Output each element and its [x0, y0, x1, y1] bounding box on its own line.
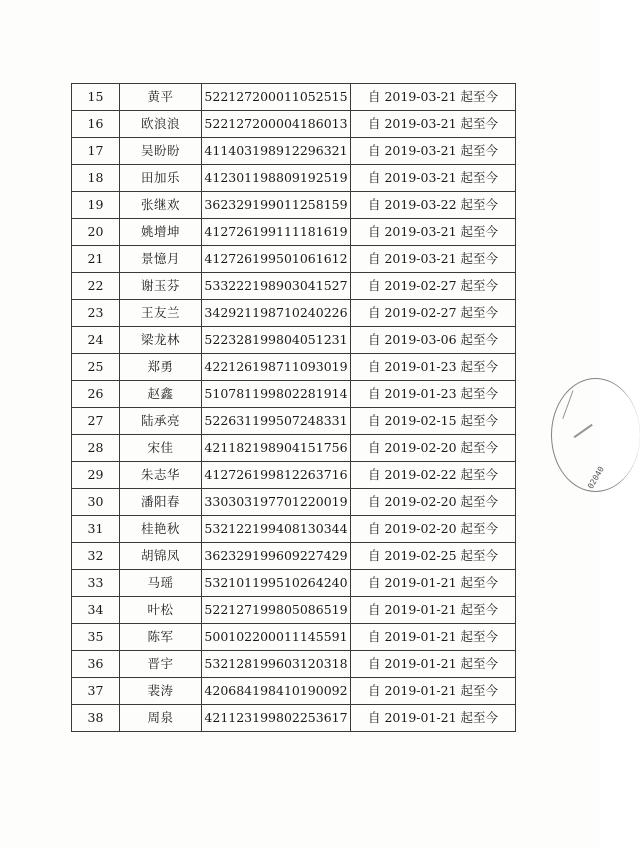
name-cell: 周泉: [120, 705, 202, 732]
row-number-cell: 30: [72, 489, 120, 516]
name-cell: 马瑶: [120, 570, 202, 597]
employment-period-cell: 自 2019-02-20 起至今: [351, 516, 516, 543]
row-number-cell: 27: [72, 408, 120, 435]
id-number-cell: 522631199507248331: [202, 408, 351, 435]
name-cell: 欧浪浪: [120, 111, 202, 138]
employment-period-cell: 自 2019-01-21 起至今: [351, 678, 516, 705]
row-number-cell: 19: [72, 192, 120, 219]
id-number-cell: 522127200011052515: [202, 84, 351, 111]
row-number-cell: 17: [72, 138, 120, 165]
table-row: [72, 354, 516, 381]
id-number-cell: 532101199510264240: [202, 570, 351, 597]
table-row: [72, 381, 516, 408]
employment-period-cell: 自 2019-02-22 起至今: [351, 462, 516, 489]
row-number-cell: 34: [72, 597, 120, 624]
table-row: [72, 489, 516, 516]
table-row: [72, 246, 516, 273]
name-cell: 吴盼盼: [120, 138, 202, 165]
id-number-cell: 421182198904151756: [202, 435, 351, 462]
name-cell: 景憶月: [120, 246, 202, 273]
row-number-cell: 22: [72, 273, 120, 300]
employment-period-cell: 自 2019-03-21 起至今: [351, 138, 516, 165]
table-row: [72, 138, 516, 165]
id-number-cell: 522127199805086519: [202, 597, 351, 624]
employment-period-cell: 自 2019-02-25 起至今: [351, 543, 516, 570]
employment-period-cell: 自 2019-03-06 起至今: [351, 327, 516, 354]
table-row: [72, 678, 516, 705]
table-row: [72, 84, 516, 111]
employment-period-cell: 自 2019-02-27 起至今: [351, 300, 516, 327]
row-number-cell: 36: [72, 651, 120, 678]
row-number-cell: 37: [72, 678, 120, 705]
employment-period-cell: 自 2019-01-21 起至今: [351, 597, 516, 624]
name-cell: 桂艳秋: [120, 516, 202, 543]
table-row: [72, 624, 516, 651]
id-number-cell: 362329199609227429: [202, 543, 351, 570]
row-number-cell: 23: [72, 300, 120, 327]
id-number-cell: 420684198410190092: [202, 678, 351, 705]
id-number-cell: 500102200011145591: [202, 624, 351, 651]
id-number-cell: 421123199802253617: [202, 705, 351, 732]
table-row: [72, 462, 516, 489]
name-cell: 宋佳: [120, 435, 202, 462]
name-cell: 裴涛: [120, 678, 202, 705]
row-number-cell: 28: [72, 435, 120, 462]
employment-period-cell: 自 2019-03-21 起至今: [351, 84, 516, 111]
id-number-cell: 412726199111181619: [202, 219, 351, 246]
employment-period-cell: 自 2019-03-21 起至今: [351, 111, 516, 138]
row-number-cell: 38: [72, 705, 120, 732]
name-cell: 叶松: [120, 597, 202, 624]
employment-period-cell: 自 2019-03-21 起至今: [351, 219, 516, 246]
name-cell: 田加乐: [120, 165, 202, 192]
id-number-cell: 422126198711093019: [202, 354, 351, 381]
name-cell: 潘阳春: [120, 489, 202, 516]
id-number-cell: 412726199812263716: [202, 462, 351, 489]
name-cell: 陆承亮: [120, 408, 202, 435]
table-row: [72, 273, 516, 300]
row-number-cell: 21: [72, 246, 120, 273]
table-row: [72, 435, 516, 462]
table-row: [72, 111, 516, 138]
table-row: [72, 543, 516, 570]
name-cell: 晋宇: [120, 651, 202, 678]
seal-digits: 02040: [585, 465, 606, 491]
employment-period-cell: 自 2019-02-20 起至今: [351, 435, 516, 462]
name-cell: 梁龙林: [120, 327, 202, 354]
id-number-cell: 342921198710240226: [202, 300, 351, 327]
personnel-table-body: [72, 84, 516, 732]
table-row: [72, 705, 516, 732]
id-number-cell: 510781199802281914: [202, 381, 351, 408]
name-cell: 陈军: [120, 624, 202, 651]
table-row: [72, 192, 516, 219]
table-row: [72, 327, 516, 354]
id-number-cell: 411403198912296321: [202, 138, 351, 165]
row-number-cell: 20: [72, 219, 120, 246]
id-number-cell: 330303197701220019: [202, 489, 351, 516]
name-cell: 谢玉芬: [120, 273, 202, 300]
employment-period-cell: 自 2019-03-21 起至今: [351, 165, 516, 192]
personnel-table: [71, 83, 516, 732]
employment-period-cell: 自 2019-03-22 起至今: [351, 192, 516, 219]
row-number-cell: 15: [72, 84, 120, 111]
id-number-cell: 522328199804051231: [202, 327, 351, 354]
row-number-cell: 32: [72, 543, 120, 570]
row-number-cell: 18: [72, 165, 120, 192]
row-number-cell: 29: [72, 462, 120, 489]
row-number-cell: 26: [72, 381, 120, 408]
row-number-cell: 16: [72, 111, 120, 138]
id-number-cell: 532122199408130344: [202, 516, 351, 543]
name-cell: 黄平: [120, 84, 202, 111]
table-row: [72, 570, 516, 597]
table-row: [72, 516, 516, 543]
employment-period-cell: 自 2019-02-20 起至今: [351, 489, 516, 516]
table-row: [72, 219, 516, 246]
row-number-cell: 24: [72, 327, 120, 354]
employment-period-cell: 自 2019-02-15 起至今: [351, 408, 516, 435]
name-cell: 张继欢: [120, 192, 202, 219]
table-row: [72, 300, 516, 327]
row-number-cell: 25: [72, 354, 120, 381]
row-number-cell: 31: [72, 516, 120, 543]
name-cell: 王友兰: [120, 300, 202, 327]
table-row: [72, 651, 516, 678]
employment-period-cell: 自 2019-03-21 起至今: [351, 246, 516, 273]
table-row: [72, 165, 516, 192]
employment-period-cell: 自 2019-02-27 起至今: [351, 273, 516, 300]
employment-period-cell: 自 2019-01-21 起至今: [351, 624, 516, 651]
table-row: [72, 408, 516, 435]
id-number-cell: 522127200004186013: [202, 111, 351, 138]
name-cell: 胡锦凤: [120, 543, 202, 570]
employment-period-cell: 自 2019-01-23 起至今: [351, 381, 516, 408]
id-number-cell: 533222198903041527: [202, 273, 351, 300]
table-row: [72, 597, 516, 624]
employment-period-cell: 自 2019-01-23 起至今: [351, 354, 516, 381]
employment-period-cell: 自 2019-01-21 起至今: [351, 651, 516, 678]
name-cell: 朱志华: [120, 462, 202, 489]
name-cell: 赵鑫: [120, 381, 202, 408]
name-cell: 姚增坤: [120, 219, 202, 246]
id-number-cell: 362329199011258159: [202, 192, 351, 219]
row-number-cell: 35: [72, 624, 120, 651]
id-number-cell: 412726199501061612: [202, 246, 351, 273]
id-number-cell: 532128199603120318: [202, 651, 351, 678]
employment-period-cell: 自 2019-01-21 起至今: [351, 705, 516, 732]
employment-period-cell: 自 2019-01-21 起至今: [351, 570, 516, 597]
id-number-cell: 412301198809192519: [202, 165, 351, 192]
name-cell: 郑勇: [120, 354, 202, 381]
row-number-cell: 33: [72, 570, 120, 597]
